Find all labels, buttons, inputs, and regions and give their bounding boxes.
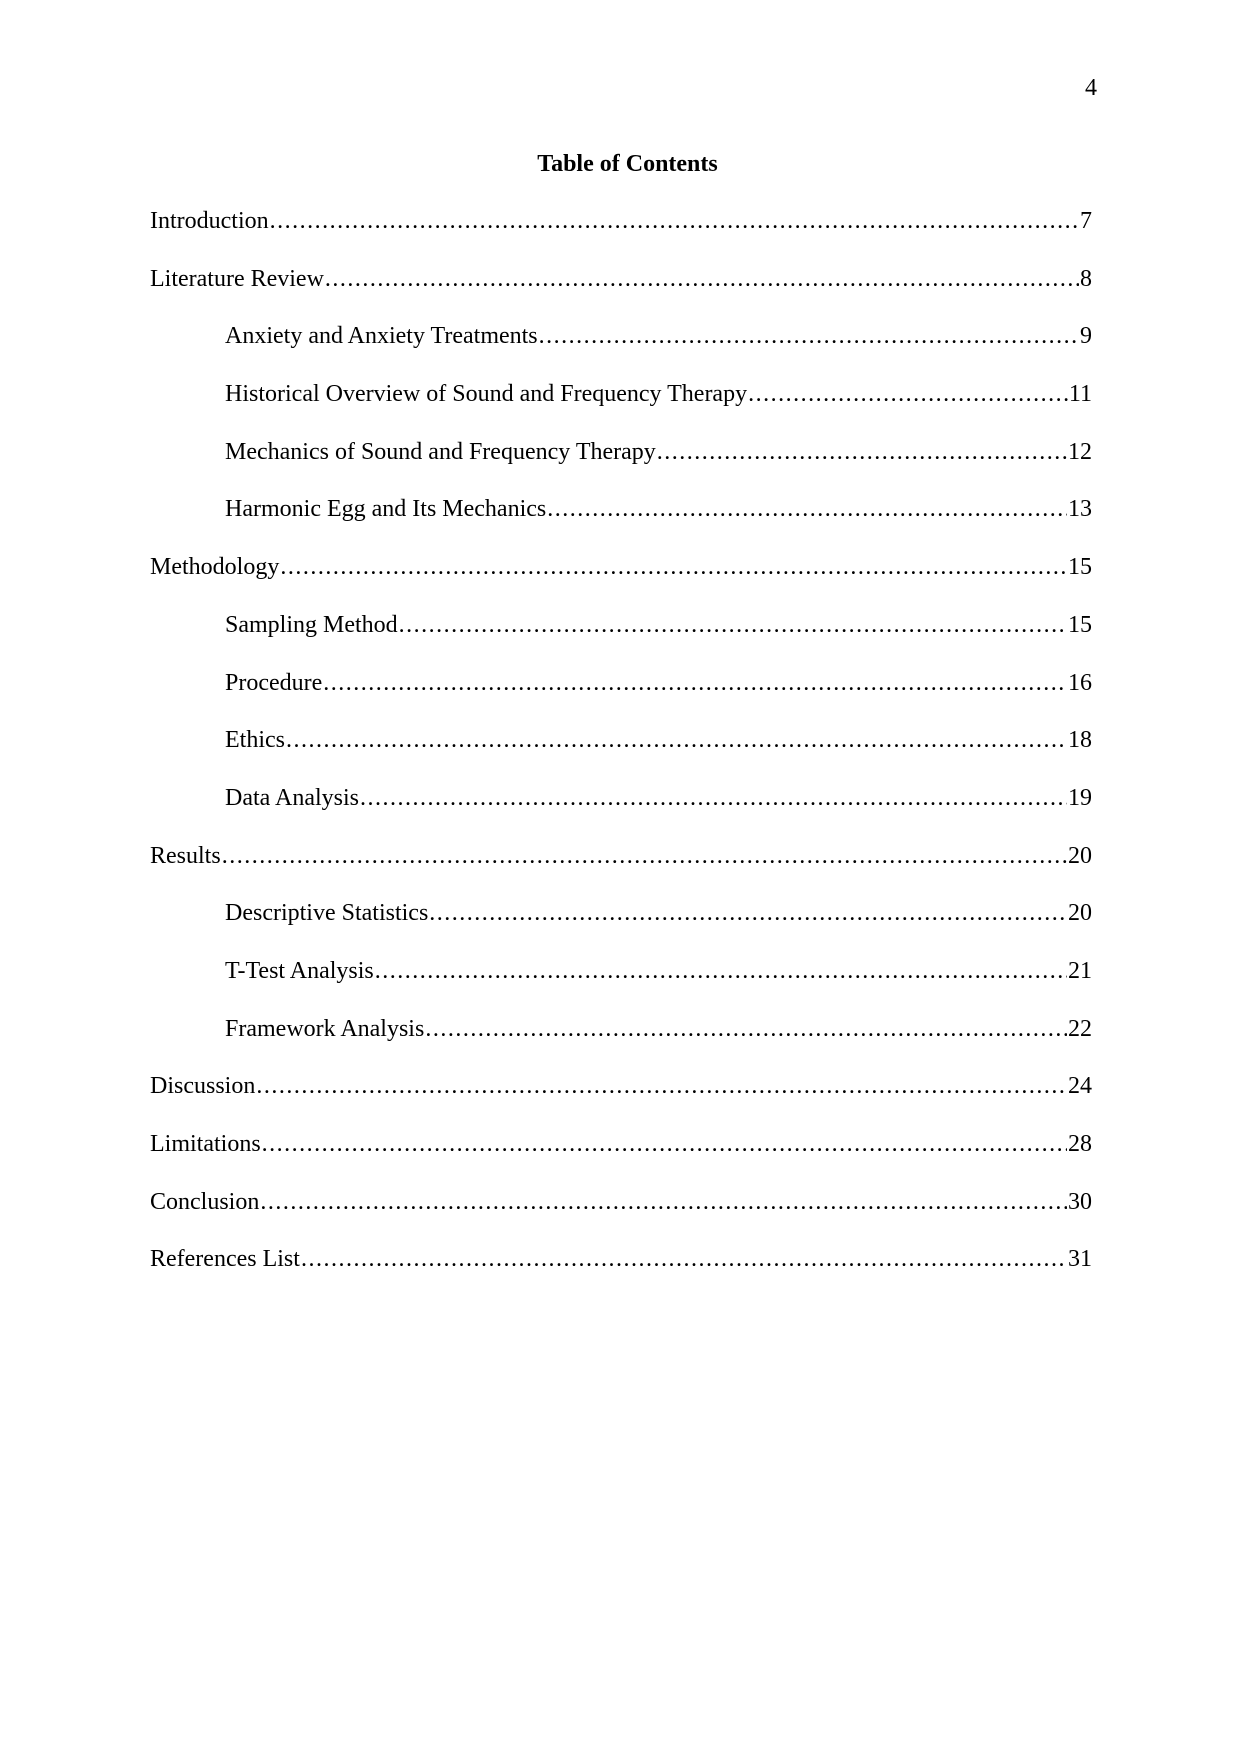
toc-entry-label: Framework Analysis [225, 1015, 425, 1042]
toc-entry-conclusion [150, 1188, 1092, 1246]
dot-leader [323, 669, 1067, 697]
dot-leader [360, 784, 1067, 812]
toc-entry-label: References List [150, 1246, 300, 1273]
toc-entry-label: Introduction [150, 208, 269, 234]
toc-entry-label: Anxiety and Anxiety Treatments [225, 323, 538, 350]
toc-entry-page: 18 [1068, 727, 1092, 754]
toc-entry-introduction [150, 207, 1092, 265]
dot-leader [286, 726, 1067, 754]
dot-leader [280, 553, 1067, 581]
toc-entry-harmonic-egg [150, 495, 1092, 553]
dot-leader [425, 1015, 1067, 1043]
dot-leader [262, 1130, 1067, 1158]
dot-leader [657, 438, 1067, 466]
toc-entry-label: Procedure [225, 669, 323, 696]
toc-entry-page: 8 [1080, 265, 1092, 292]
toc-entry-references-list [150, 1245, 1092, 1303]
toc-entry-label: Limitations [150, 1131, 261, 1157]
dot-leader [260, 1188, 1067, 1216]
dot-leader [748, 380, 1068, 408]
toc-entry-historical-overview [150, 380, 1092, 438]
toc-entry-page: 30 [1068, 1188, 1092, 1215]
dot-leader [270, 207, 1079, 235]
toc-entry-page: 7 [1080, 208, 1092, 234]
toc-entry-label: Historical Overview of Sound and Frequency Therapy [225, 381, 748, 408]
toc-entry-page: 21 [1068, 957, 1092, 984]
toc-entry-label: Conclusion [150, 1188, 260, 1215]
toc-entry-label: Ethics [225, 727, 285, 754]
dot-leader [301, 1245, 1067, 1273]
dot-leader [256, 1072, 1067, 1100]
toc-entry-label: Harmonic Egg and Its Mechanics [225, 496, 547, 523]
toc-entry-page: 20 [1068, 900, 1092, 927]
toc-entry-label: Descriptive Statistics [225, 900, 429, 927]
toc-entry-ethics [150, 726, 1092, 784]
toc-entry-page: 12 [1068, 438, 1092, 465]
toc-entry-page: 13 [1068, 496, 1092, 523]
toc-entry-data-analysis [150, 784, 1092, 842]
dot-leader [539, 322, 1079, 350]
toc-entry-literature-review [150, 265, 1092, 323]
toc-entry-limitations [150, 1130, 1092, 1188]
toc-entry-discussion [150, 1072, 1092, 1130]
toc-entry-anxiety-treatments [150, 322, 1092, 380]
toc-entry-mechanics-of-sound [150, 438, 1092, 496]
toc-entry-descriptive-statistics [150, 899, 1092, 957]
toc-entry-page: 19 [1068, 784, 1092, 811]
toc-entry-page: 15 [1068, 611, 1092, 638]
toc-entry-label: Mechanics of Sound and Frequency Therapy [225, 438, 656, 465]
dot-leader [399, 611, 1067, 639]
dot-leader [547, 495, 1067, 523]
toc-entry-page: 24 [1068, 1073, 1092, 1100]
toc-entry-procedure [150, 669, 1092, 727]
toc-entry-label: T-Test Analysis [225, 957, 374, 984]
page-title: Table of Contents [537, 151, 718, 177]
toc-entry-label: Results [150, 842, 221, 869]
table-of-contents [150, 207, 1092, 1303]
toc-entry-page: 15 [1068, 554, 1092, 581]
toc-entry-page: 11 [1068, 381, 1092, 408]
dot-leader [325, 265, 1079, 293]
toc-entry-page: 9 [1080, 323, 1092, 350]
dot-leader [375, 957, 1067, 985]
toc-entry-methodology [150, 553, 1092, 611]
toc-entry-framework-analysis [150, 1015, 1092, 1073]
dot-leader [222, 842, 1067, 870]
toc-entry-page: 31 [1068, 1246, 1092, 1273]
page-number: 4 [1085, 75, 1097, 101]
toc-entry-sampling-method [150, 611, 1092, 669]
toc-entry-label: Sampling Method [225, 611, 398, 638]
toc-entry-page: 28 [1068, 1131, 1092, 1157]
toc-entry-label: Discussion [150, 1073, 256, 1100]
toc-entry-t-test-analysis [150, 957, 1092, 1015]
toc-entry-page: 16 [1068, 669, 1092, 696]
toc-entry-label: Methodology [150, 554, 280, 581]
dot-leader [429, 899, 1067, 927]
toc-entry-page: 22 [1068, 1015, 1092, 1042]
toc-entry-results [150, 842, 1092, 900]
toc-entry-label: Data Analysis [225, 784, 359, 811]
toc-entry-page: 20 [1068, 842, 1092, 869]
toc-entry-label: Literature Review [150, 265, 324, 292]
